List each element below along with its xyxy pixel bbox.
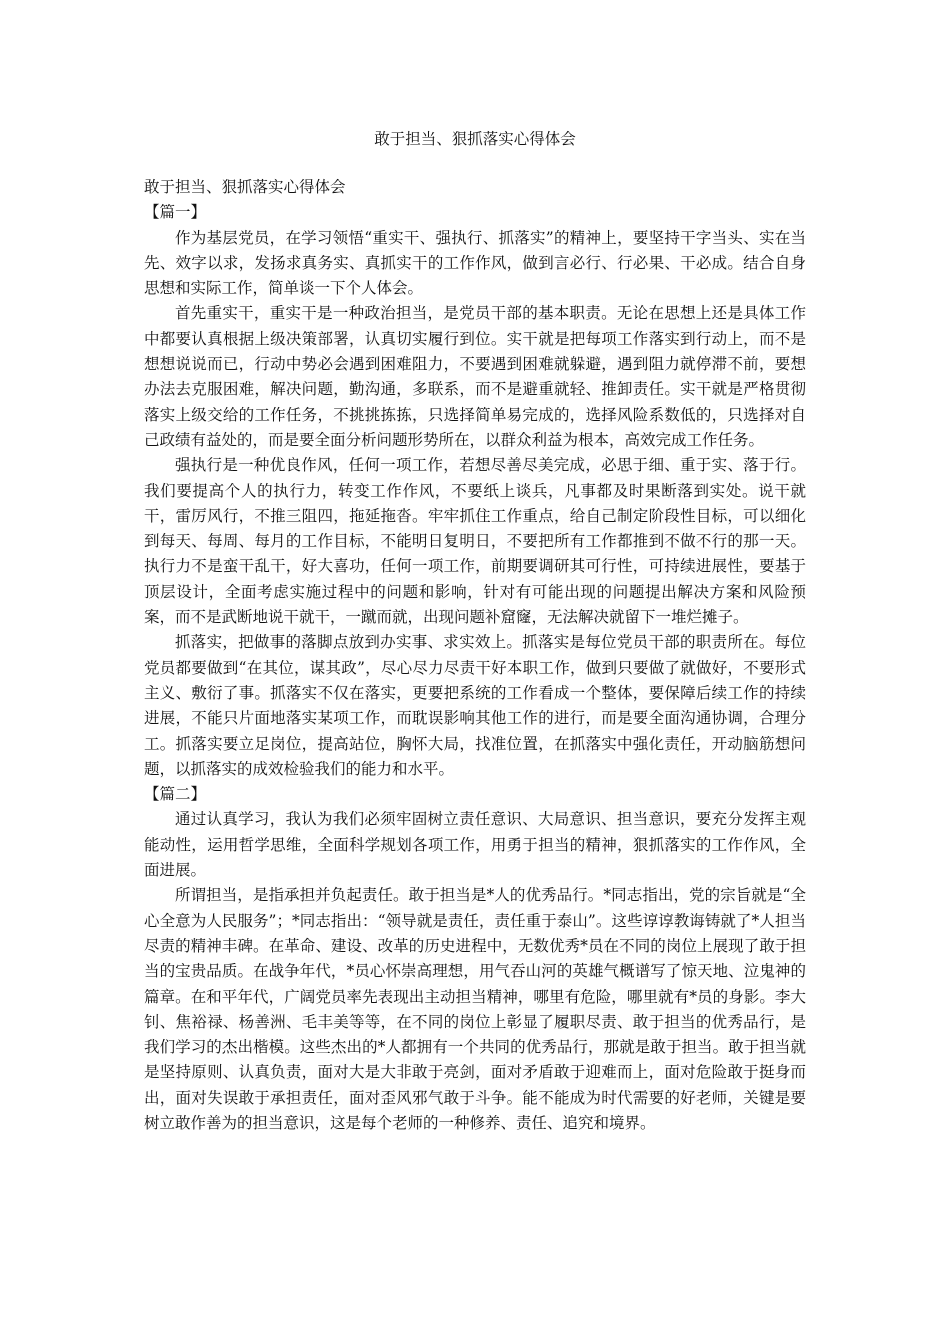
paragraph: 强执行是一种优良作风，任何一项工作，若想尽善尽美完成，必思于细、重于实、落于行。我们要提高个人的执行力，转变工作作风，不要纸上谈兵，凡事都及时果断落到实处。说干就干，雷厉风行，不推三阻四，拖延拖沓。牢牢抓住工作重点，给自己制定阶段性目标，可以细化到每天、每周、每月的工作目标，不能明日复明日，不要把所有工作都推到不做不行的那一天。执行力不是蛮干乱干，好大喜功，任何一项工作，前期要调研其可行性，可持续进展性，要基于顶层设计，全面考虑实施过程中的问题和影响，针对有可能出现的问题提出解决方案和风险预案，而不是武断地说干就干，一蹴而就，出现问题补窟窿，无法解决就留下一堆烂摊子。 bbox=[144, 456, 806, 627]
section-heading: 【篇二】 bbox=[144, 785, 207, 804]
section-heading: 【篇一】 bbox=[144, 203, 207, 222]
paragraph: 作为基层党员，在学习领悟“重实干、强执行、抓落实”的精神上，要坚持干字当头、实在当先、效字以求，发扬求真务实、真抓实干的工作作风，做到言必行、行必果、干必成。结合自身思想和实际工作，简单谈一下个人体会。 bbox=[144, 228, 806, 298]
document-subtitle: 敢于担当、狠抓落实心得体会 bbox=[144, 178, 346, 196]
paragraph: 抓落实，把做事的落脚点放到办实事、求实效上。抓落实是每位党员干部的职责所在。每位党员都要做到“在其位，谋其政”，尽心尽力尽责干好本职工作，做到只要做了就做好，不要形式主义、敷衍了事。抓落实不仅在落实，更要把系统的工作看成一个整体，要保障后续工作的持续进展，不能只片面地落实某项工作，而耽误影响其他工作的进行，而是要全面沟通协调，合理分工。抓落实要立足岗位，提高站位，胸怀大局，找准位置，在抓落实中强化责任，开动脑筋想问题，以抓落实的成效检验我们的能力和水平。 bbox=[144, 633, 806, 778]
document-title: 敢于担当、狠抓落实心得体会 bbox=[374, 130, 576, 148]
paragraph: 首先重实干，重实干是一种政治担当，是党员干部的基本职责。无论在思想上还是具体工作中都要认真根据上级决策部署，认真切实履行到位。实干就是把每项工作落实到行动上，而不是想想说说而已，行动中势必会遇到困难阻力，不要遇到困难就躲避，遇到阻力就停滞不前，要想办法去克服困难，解决问题，勤沟通，多联系，而不是避重就轻、推卸责任。实干就是严格贯彻落实上级交给的工作任务，不挑挑拣拣，只选择简单易完成的，选择风险系数低的，只选择对自己政绩有益处的，而是要全面分析问题形势所在，以群众利益为根本，高效完成工作任务。 bbox=[144, 304, 806, 449]
document-body bbox=[144, 175, 806, 1136]
paragraph: 所谓担当，是指承担并负起责任。敢于担当是*人的优秀品行。*同志指出，党的宗旨就是“全心全意为人民服务”；*同志指出：“领导就是责任，责任重于泰山”。这些谆谆教诲铸就了*人担当尽责的精神丰碑。在革命、建设、改革的历史进程中，无数优秀*员在不同的岗位上展现了敢于担当的宝贵品质。在战争年代，*员心怀崇高理想，用气吞山河的英雄气概谱写了惊天地、泣鬼神的篇章。在和平年代，广阔党员率先表现出主动担当精神，哪里有危险，哪里就有*员的身影。李大钊、焦裕禄、杨善洲、毛丰美等等，在不同的岗位上彰显了履职尽责、敢于担当的优秀品行，是我们学习的杰出楷模。这些杰出的*人都拥有一个共同的优秀品行，那就是敢于担当。敢于担当就是坚持原则、认真负责，面对大是大非敢于亮剑，面对矛盾敢于迎难而上，面对危险敢于挺身而出，面对失误敢于承担责任，面对歪风邪气敢于斗争。能不能成为时代需要的好老师，关键是要树立敢作善为的担当意识，这是每个老师的一种修养、责任、追究和境界。 bbox=[144, 886, 806, 1132]
paragraph: 通过认真学习，我认为我们必须牢固树立责任意识、大局意识、担当意识，要充分发挥主观能动性，运用哲学思维，全面科学规划各项工作，用勇于担当的精神，狠抓落实的工作作风，全面进展。 bbox=[144, 810, 806, 880]
